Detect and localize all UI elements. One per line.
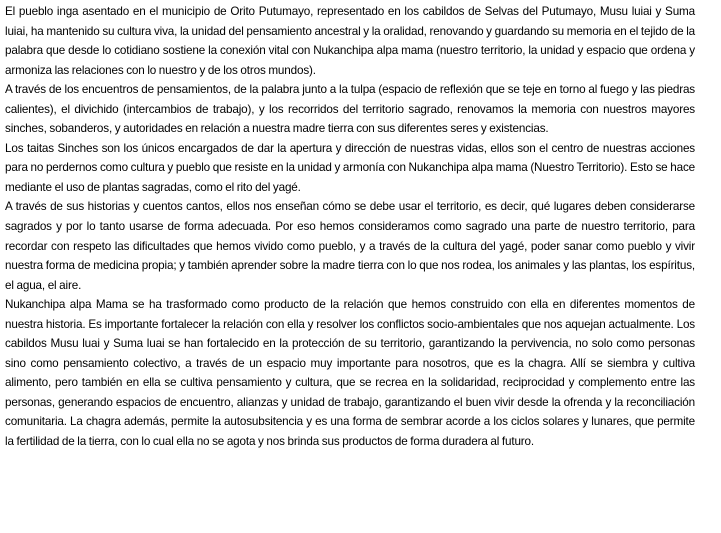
paragraph-taitas-sinches: Los taitas Sinches son los únicos encargados de dar la apertura y dirección de nuestras vidas, ellos son el centro de nuestras acciones para no perdernos como cultura y pueblo que resiste en la unidad y armonía con Nukanchipa alpa mama (Nuestro Territorio). Esto se hace mediante el uso de plantas sagradas, como el rito del yagé.: [5, 141, 695, 194]
document-body: [5, 2, 695, 452]
paragraph-intro: El pueblo inga asentado en el municipio de Orito Putumayo, representado en los cabildos de Selvas del Putumayo, Musu luiai y Suma luiai, ha mantenido su cultura viva, la unidad del pensamiento ancestral y la oralidad, renovando y guardando su memoria en el tejido de la palabra que desde lo cotidiano sostiene la conexión vital con Nukanchipa alpa mama (nuestro territorio, la unidad y espacio que ordena y armoniza las relaciones con lo nuestro y de los otros mundos).: [5, 5, 695, 77]
paragraph-nukanchipa: Nukanchipa alpa Mama se ha trasformado como producto de la relación que hemos construido con ella en diferentes momentos de nuestra historia. Es importante fortalecer la relación con ella y resolver los conflictos socio-ambientales que nos aquejan actualmente. Los cabildos Musu luai y Suma luai se han fortalecido en la protección de su territorio, garantizando la pervivencia, no solo como personas sino como pensamiento colectivo, a través de un espacio muy importante para nosotros, que es la chagra. Allí se siembra y cultiva alimento, pero también en ella se cultiva pensamiento y cultura, que se recrea en la solidaridad, reciprocidad y complemento entre las personas, generando espacios de encuentro, alianzas y unidad de trabajo, garantizando el buen vivir desde la ofrenda y la reconciliación comunitaria. La chagra además, permite la autosubsitencia y es una forma de sembrar acorde a los ciclos solares y lunares, que permite la fertilidad de la tierra, con lo cual ella no se agota y nos brinda sus productos de forma duradera al futuro.: [5, 298, 695, 449]
paragraph-historias: A través de sus historias y cuentos cantos, ellos nos enseñan cómo se debe usar el territorio, es decir, qué lugares deben considerarse sagrados y por lo tanto usarse de forma adecuada. Por eso hemos consideramos como sagrado una parte de nuestro territorio, para recordar con respeto las dificultades que hemos vivido como pueblo, y a través de la cultura del yagé, poder sanar como pueblo y vivir nuestra forma de medicina propia; y también aprender sobre la madre tierra con lo que nos rodea, los animales y las plantas, los espíritus, el agua, el aire.: [5, 200, 695, 292]
paragraph-encuentros: A través de los encuentros de pensamientos, de la palabra junto a la tulpa (espacio de reflexión que se teje en torno al fuego y las piedras calientes), el divichido (intercambios de trabajo), y los recorridos del territorio sagrado, renovamos la memoria con nuestros mayores sinches, sobanderos, y autoridades en relación a nuestra madre tierra con sus diferentes seres y existencias.: [5, 83, 695, 136]
